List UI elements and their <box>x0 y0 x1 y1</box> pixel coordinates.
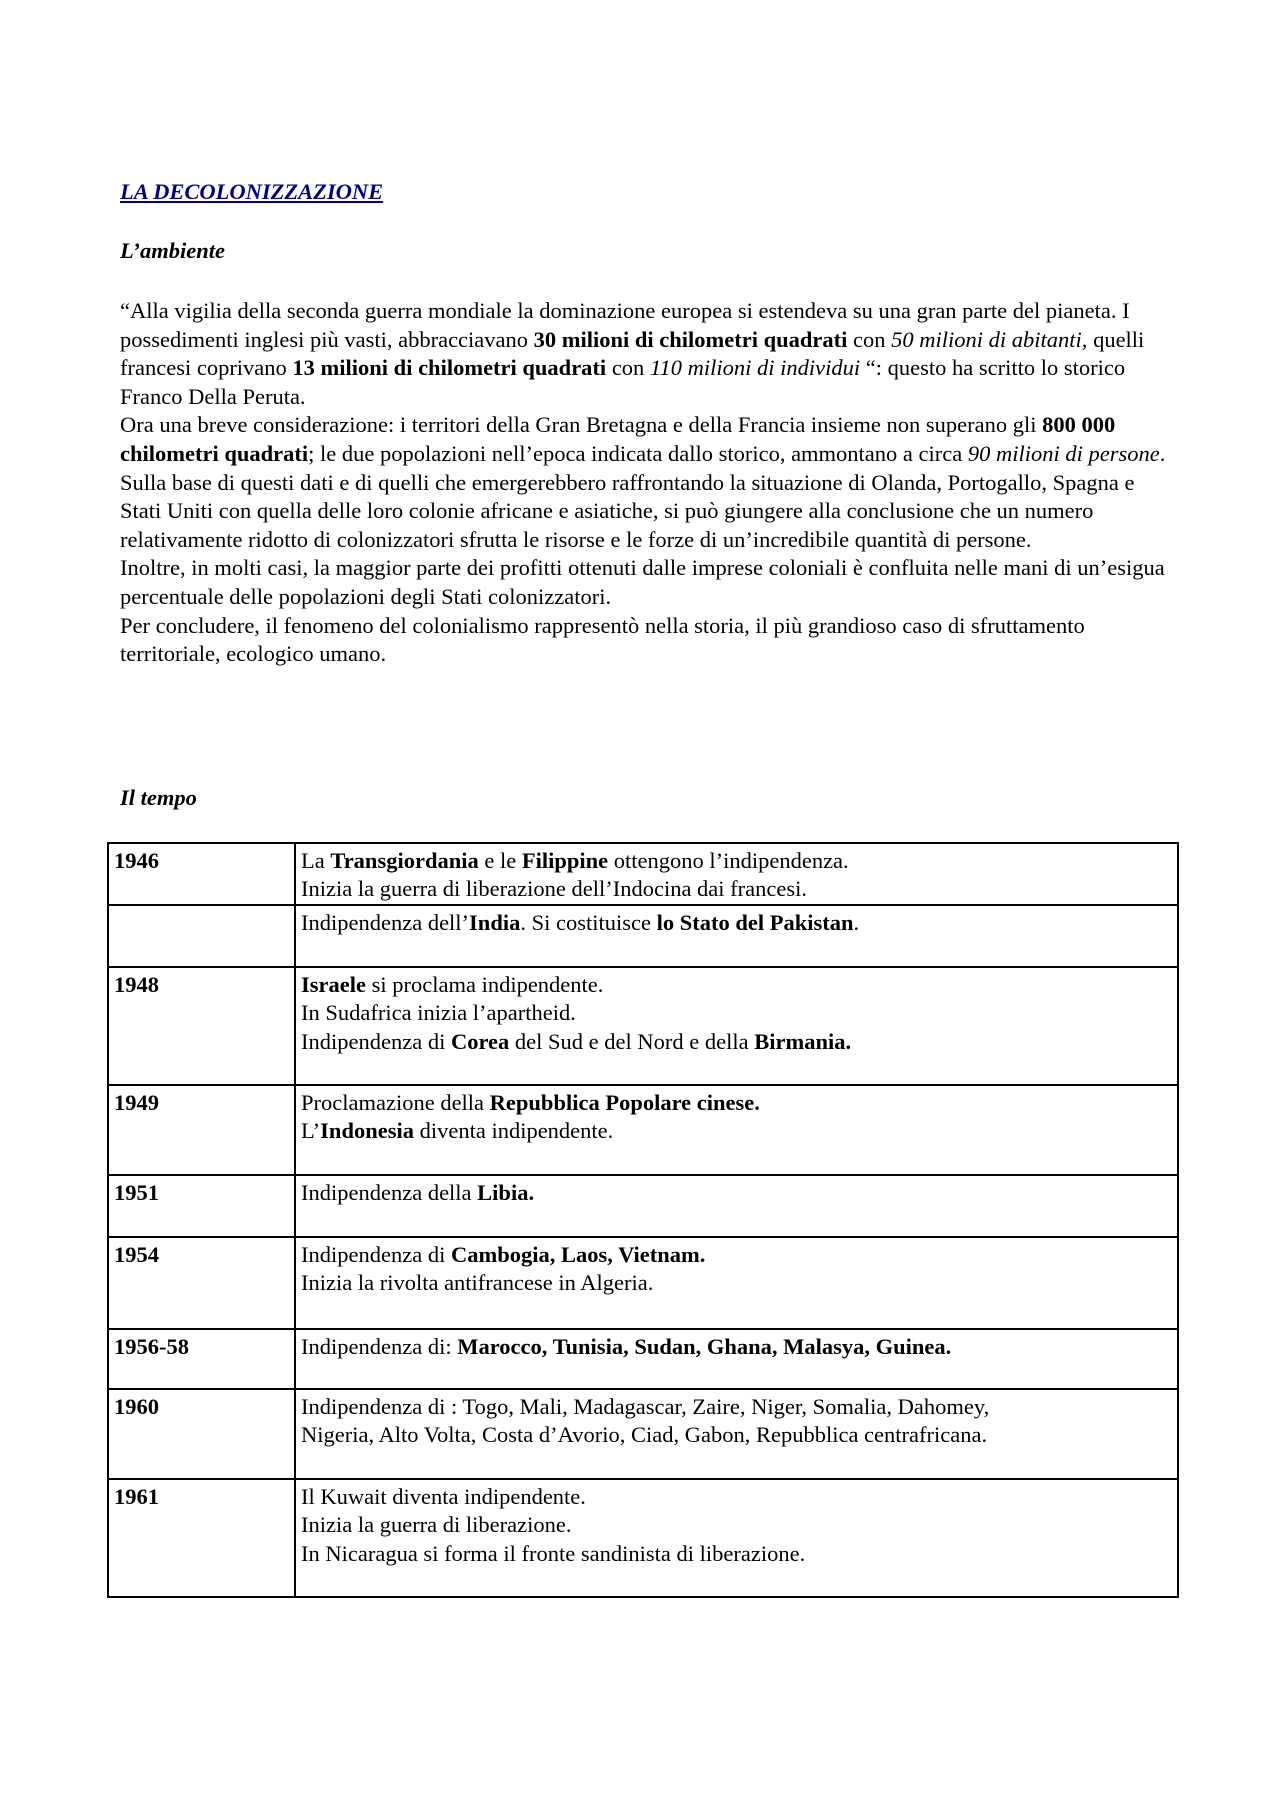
table-row <box>108 843 1178 905</box>
event-line: Indipendenza di : Togo, Mali, Madagascar, Zaire, Niger, Somalia, Dahomey, <box>301 1394 990 1419</box>
event-line <box>301 1117 1172 1145</box>
event-line <box>301 1179 1172 1207</box>
event-line <box>301 909 1172 937</box>
event-cell <box>295 1085 1178 1175</box>
section-heading-time: Il tempo <box>120 785 197 810</box>
event-line <box>301 847 1172 875</box>
text-run: Ora una breve considerazione: i territori della Gran Bretagna e della Francia insieme non superano gli <box>120 412 1043 438</box>
italic-run: 110 milioni di individui <box>649 355 861 381</box>
text-run: Indipendenza di <box>301 1028 451 1054</box>
event-line: Inizia la guerra di liberazione. <box>301 1512 572 1538</box>
event-cell <box>295 1479 1178 1597</box>
italic-run: 50 milioni di abitanti, <box>891 326 1088 352</box>
text-run: quelli francesi coprivano <box>120 326 1145 381</box>
text-run: si proclama indipendente. <box>365 972 604 997</box>
document-title: LA DECOLONIZZAZIONE <box>120 179 384 204</box>
intro-paragraph-3: Sulla base di questi dati e di quelli che emergerebbero raffrontando la situazione di Olanda, Portogallo, Spagna e Stati Uniti con quella delle loro colonie africane e asiatiche, si può giungere alla conclusione che un numero relativamente ridotto di colonizzatori sfrutta le risorse e le forze di un’incredibile quantità di persone. <box>120 469 1135 552</box>
year-cell: 1951 <box>108 1175 295 1237</box>
table-row <box>108 1389 1178 1479</box>
event-line: Inizia la rivolta antifrancese in Algeria. <box>301 1270 654 1296</box>
bold-run: Birmania. <box>754 1028 852 1054</box>
timeline-table <box>107 842 1179 1598</box>
year-cell: 1946 <box>108 843 295 905</box>
text-run: del Sud e del Nord e della <box>509 1028 755 1054</box>
table-row <box>108 1479 1178 1597</box>
text-run: L’ <box>301 1118 321 1144</box>
text-run: ; le due popolazioni nell’epoca indicata dallo storico, ammontano a circa <box>308 440 968 466</box>
bold-run: 30 milioni di chilometri quadrati <box>533 326 848 352</box>
text-run: Indipendenza di <box>301 1242 451 1267</box>
text-run: “Alla vigilia della seconda guerra mondiale la dominazione europea si estendeva su una gran parte del pianeta. I possedimenti inglesi più vasti, abbracciavano <box>120 298 1130 352</box>
event-line: Il Kuwait diventa indipendente. <box>301 1484 586 1509</box>
text-run: ottengono l’indipendenza. <box>608 848 849 873</box>
intro-paragraph-2 <box>120 411 1180 468</box>
event-line: Inizia la guerra di liberazione dell’Indocina dai francesi. <box>301 876 807 902</box>
bold-run: Transgiordania <box>330 848 479 873</box>
bold-run: Filippine <box>521 848 609 873</box>
bold-run: lo Stato del Pakistan <box>656 910 854 935</box>
table-row <box>108 1085 1178 1175</box>
event-line: In Sudafrica inizia l’apartheid. <box>301 1000 576 1026</box>
event-line: Nigeria, Alto Volta, Costa d’Avorio, Ciad, Gabon, Repubblica centrafricana. <box>301 1422 988 1448</box>
text-run: e le <box>478 848 522 873</box>
event-line: In Nicaragua si forma il fronte sandinista di liberazione. <box>301 1540 806 1566</box>
table-row <box>108 1329 1178 1389</box>
year-cell: 1954 <box>108 1237 295 1329</box>
text-run: con <box>606 355 650 381</box>
event-cell <box>295 967 1178 1085</box>
bold-run: Cambogia, Laos, Vietnam. <box>450 1242 706 1267</box>
event-cell <box>295 1329 1178 1389</box>
intro-paragraph-4: Inoltre, in molti casi, la maggior parte dei profitti ottenuti dalle imprese coloniali è confluita nelle mani di un’esigua percentuale delle popolazioni degli Stati colonizzatori. <box>120 555 1165 609</box>
text-run: Indipendenza di: <box>301 1334 458 1359</box>
table-row <box>108 905 1178 967</box>
intro-paragraph-1 <box>120 297 1180 411</box>
year-cell: 1956-58 <box>108 1329 295 1389</box>
bold-run: 13 milioni di chilometri quadrati <box>292 355 607 381</box>
year-cell: 1961 <box>108 1479 295 1597</box>
text-run: “: questo ha scritto lo storico Franco Della Peruta. <box>120 355 1126 409</box>
table-row <box>108 1175 1178 1237</box>
year-cell <box>108 905 295 967</box>
bold-run: 800 000 chilometri quadrati <box>120 412 1116 466</box>
event-line <box>301 1241 1172 1269</box>
italic-run: 90 milioni di persone <box>967 440 1160 466</box>
text-run: . <box>853 910 860 935</box>
table-row <box>108 967 1178 1085</box>
table-row <box>108 1237 1178 1329</box>
event-line <box>301 1333 1172 1361</box>
intro-text <box>120 297 1180 669</box>
event-cell <box>295 1237 1178 1329</box>
event-cell <box>295 905 1178 967</box>
event-cell <box>295 1389 1178 1479</box>
text-run: Proclamazione della <box>301 1090 490 1115</box>
event-cell <box>295 1175 1178 1237</box>
event-line <box>301 1089 1172 1117</box>
section-heading-environment: L’ambiente <box>120 238 225 263</box>
event-cell <box>295 843 1178 905</box>
year-cell: 1948 <box>108 967 295 1085</box>
text-run: . <box>1159 440 1166 466</box>
bold-run: Israele <box>301 972 366 997</box>
text-run: Indipendenza della <box>301 1180 478 1205</box>
bold-run: Indonesia <box>320 1118 414 1144</box>
text-run: con <box>847 326 892 352</box>
text-run: Indipendenza dell’ <box>301 910 470 935</box>
bold-run: Libia. <box>477 1180 535 1205</box>
event-line <box>301 1028 1172 1056</box>
year-cell: 1949 <box>108 1085 295 1175</box>
intro-paragraph-5: Per concludere, il fenomeno del colonialismo rappresentò nella storia, il più grandioso caso di sfruttamento territoriale, ecologico umano. <box>120 612 1085 667</box>
text-run: . Si costituisce <box>520 910 657 935</box>
bold-run: Marocco, Tunisia, Sudan, Ghana, Malasya, Guinea. <box>457 1334 952 1359</box>
bold-run: India <box>469 910 521 935</box>
text-run: diventa indipendente. <box>413 1118 614 1144</box>
bold-run: Corea <box>450 1028 510 1054</box>
text-run: La <box>301 848 331 873</box>
bold-run: Repubblica Popolare cinese. <box>489 1090 760 1115</box>
event-line <box>301 971 1172 999</box>
year-cell: 1960 <box>108 1389 295 1479</box>
